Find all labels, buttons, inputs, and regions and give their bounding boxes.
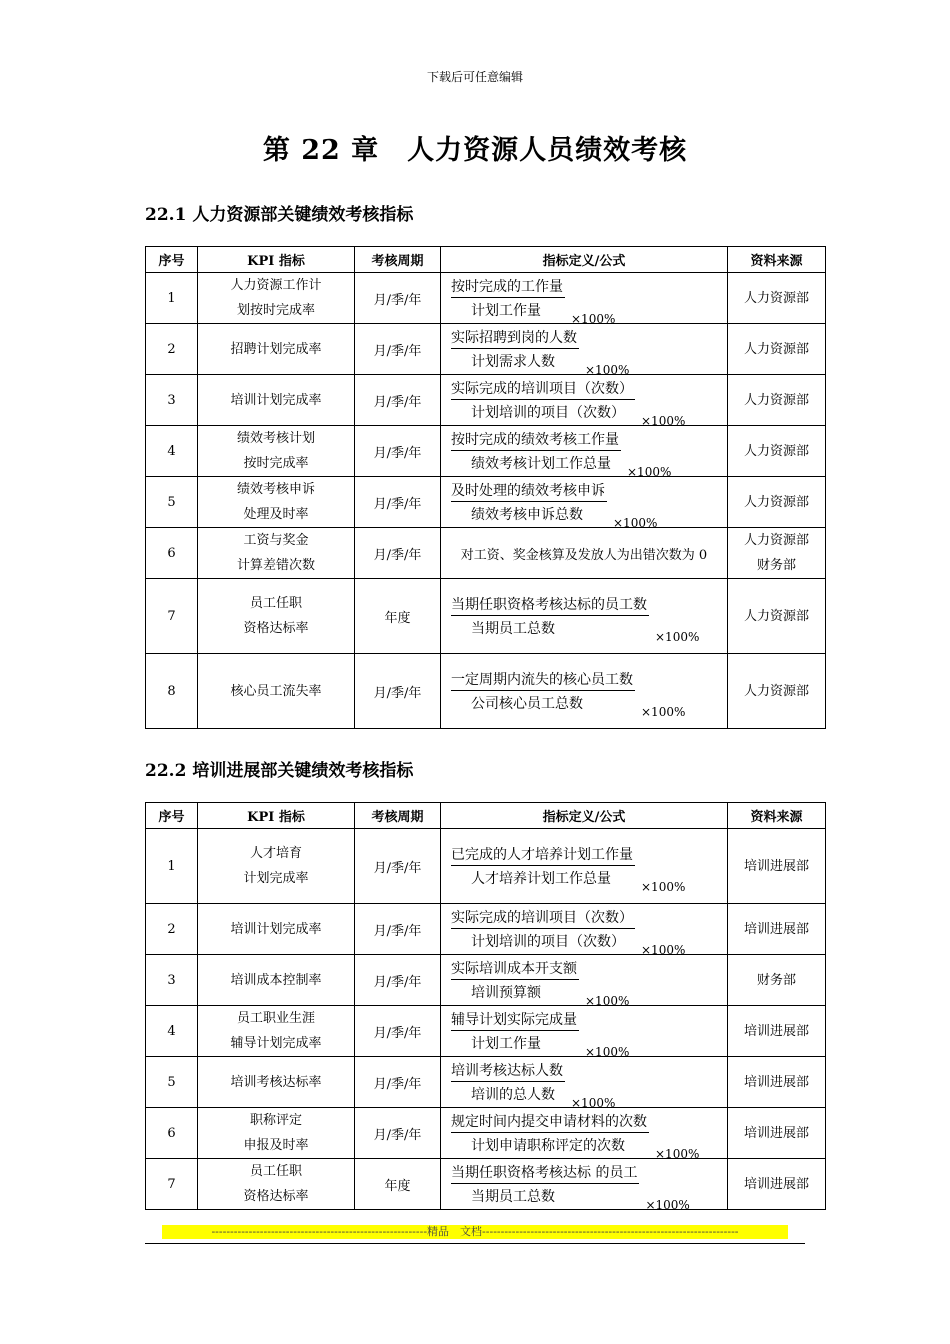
formula-cell <box>441 1006 728 1057</box>
column-header: 资料来源 <box>728 247 826 273</box>
kpi-name-line: 资格达标率 <box>243 1189 309 1204</box>
table-row <box>146 273 826 324</box>
row-number: 6 <box>146 1108 198 1159</box>
kpi-name-line: 员工职业生涯 <box>236 1011 315 1026</box>
table-body <box>146 829 826 1210</box>
data-source <box>728 273 826 324</box>
data-source-line: 培训进展部 <box>743 1176 809 1192</box>
fraction <box>451 844 635 888</box>
kpi-name <box>198 955 355 1006</box>
formula-numerator: 一定周期内流失的核心员工数 <box>451 669 635 691</box>
formula-numerator: 已完成的人才培养计划工作量 <box>451 844 635 866</box>
row-number: 3 <box>146 955 198 1006</box>
data-source <box>728 528 826 579</box>
formula-denominator: 计划需求人数 <box>471 354 555 370</box>
kpi-name-line: 辅导计划完成率 <box>230 1036 322 1051</box>
formula-numerator: 培训考核达标人数 <box>451 1060 565 1082</box>
row-number: 5 <box>146 477 198 528</box>
formula-denominator: 当期员工总数 <box>471 1189 555 1205</box>
fraction <box>451 669 635 713</box>
data-source-line: 培训进展部 <box>743 1074 809 1090</box>
data-source <box>728 654 826 729</box>
formula-numerator: 当期任职资格考核达标 的员工 <box>451 1162 639 1184</box>
formula-denominator: 培训的总人数 <box>471 1087 555 1103</box>
assessment-period: 月/季/年 <box>355 829 441 904</box>
table-row <box>146 654 826 729</box>
row-number: 2 <box>146 324 198 375</box>
assessment-period: 月/季/年 <box>355 654 441 729</box>
assessment-period: 年度 <box>355 1159 441 1210</box>
formula-cell <box>441 579 728 654</box>
kpi-name-line: 计算差错次数 <box>236 558 315 573</box>
fraction <box>451 327 579 371</box>
kpi-name <box>198 829 355 904</box>
data-source-line: 培训进展部 <box>743 858 809 874</box>
kpi-name <box>198 1006 355 1057</box>
formula-percent: ×100% <box>655 1147 700 1161</box>
column-header: 资料来源 <box>728 803 826 829</box>
column-header: 序号 <box>146 803 198 829</box>
formula-numerator: 及时处理的绩效考核申诉 <box>451 480 607 502</box>
fraction <box>451 907 635 951</box>
formula <box>445 669 723 719</box>
kpi-name-line: 培训计划完成率 <box>230 921 322 937</box>
formula-cell <box>441 1057 728 1108</box>
formula-denominator: 计划申请职称评定的次数 <box>471 1138 625 1154</box>
formula-numerator: 实际培训成本开支额 <box>451 958 579 980</box>
formula-numerator: 按时完成的绩效考核工作量 <box>451 429 621 451</box>
table-row <box>146 1159 826 1210</box>
formula <box>445 327 723 377</box>
data-source-line: 人力资源部 <box>743 494 809 510</box>
table-header-row <box>146 247 826 273</box>
column-header: 指标定义/公式 <box>441 247 728 273</box>
kpi-name-line: 绩效考核申诉 <box>236 482 315 497</box>
kpi-name <box>198 1057 355 1108</box>
footer-band: ----------------------------------------------------------精品 文档--------------------------------------------------------------------- <box>162 1225 788 1239</box>
kpi-name-line: 人才培育 <box>249 846 302 861</box>
formula-numerator: 实际完成的培训项目（次数） <box>451 378 635 400</box>
kpi-name <box>198 375 355 426</box>
assessment-period: 月/季/年 <box>355 1108 441 1159</box>
kpi-name-line: 处理及时率 <box>243 507 309 522</box>
section-title-training: 22.2 培训进展部关键绩效考核指标 <box>145 761 414 781</box>
fraction <box>451 1111 649 1155</box>
formula-denominator: 公司核心员工总数 <box>471 696 583 712</box>
data-source-line: 人力资源部 <box>743 341 809 357</box>
formula-percent: ×100% <box>641 414 686 428</box>
assessment-period: 月/季/年 <box>355 955 441 1006</box>
formula-denominator: 计划培训的项目（次数） <box>471 405 625 421</box>
formula-cell <box>441 528 728 579</box>
formula-percent: ×100% <box>571 312 616 326</box>
formula-percent: ×100% <box>655 630 700 644</box>
data-source-line: 人力资源部 <box>743 392 809 408</box>
data-source-line: 人力资源部 <box>743 683 809 699</box>
kpi-name-line: 绩效考核计划 <box>236 431 315 446</box>
table-row <box>146 579 826 654</box>
column-header: 序号 <box>146 247 198 273</box>
assessment-period: 月/季/年 <box>355 1057 441 1108</box>
formula-percent: ×100% <box>645 1198 690 1212</box>
row-number: 1 <box>146 829 198 904</box>
formula-numerator: 实际完成的培训项目（次数） <box>451 907 635 929</box>
formula-cell <box>441 955 728 1006</box>
row-number: 7 <box>146 579 198 654</box>
training-kpi-table <box>145 802 826 1210</box>
assessment-period: 月/季/年 <box>355 324 441 375</box>
formula-denominator: 绩效考核计划工作总量 <box>471 456 611 472</box>
table-body <box>146 273 826 729</box>
kpi-name-line: 员工任职 <box>249 1164 302 1179</box>
data-source-line: 财务部 <box>756 558 796 573</box>
formula-denominator: 绩效考核申诉总数 <box>471 507 583 523</box>
fraction <box>451 1162 639 1206</box>
column-header: KPI 指标 <box>198 803 355 829</box>
formula-numerator: 实际招聘到岗的人数 <box>451 327 579 349</box>
table-row <box>146 1108 826 1159</box>
header-note: 下载后可任意编辑 <box>426 70 523 84</box>
formula-denominator: 当期员工总数 <box>471 621 555 637</box>
hr-kpi-table <box>145 246 826 729</box>
table-row <box>146 375 826 426</box>
fraction <box>451 1009 579 1053</box>
kpi-name-line: 按时完成率 <box>243 456 309 471</box>
data-source <box>728 375 826 426</box>
assessment-period: 月/季/年 <box>355 375 441 426</box>
formula-numerator: 按时完成的工作量 <box>451 276 565 298</box>
row-number: 3 <box>146 375 198 426</box>
formula-percent: ×100% <box>585 1045 630 1059</box>
formula-denominator: 计划培训的项目（次数） <box>471 934 625 950</box>
formula <box>445 480 723 530</box>
formula <box>445 594 723 644</box>
row-number: 4 <box>146 426 198 477</box>
column-header: 考核周期 <box>355 803 441 829</box>
data-source-line: 培训进展部 <box>743 1023 809 1039</box>
row-number: 6 <box>146 528 198 579</box>
data-source-line: 人力资源部 <box>743 608 809 624</box>
formula-cell <box>441 904 728 955</box>
data-source-line: 培训进展部 <box>743 1125 809 1141</box>
table-row <box>146 904 826 955</box>
fraction <box>451 958 579 1002</box>
formula-cell <box>441 654 728 729</box>
formula <box>445 378 723 428</box>
formula-cell <box>441 426 728 477</box>
formula-cell <box>441 273 728 324</box>
formula-percent: ×100% <box>585 363 630 377</box>
data-source <box>728 1159 826 1210</box>
assessment-period: 月/季/年 <box>355 426 441 477</box>
kpi-name <box>198 426 355 477</box>
data-source-line: 人力资源部 <box>743 290 809 306</box>
data-source-line: 财务部 <box>756 972 796 988</box>
assessment-period: 月/季/年 <box>355 904 441 955</box>
kpi-name-line: 划按时完成率 <box>236 303 315 318</box>
kpi-name-line: 申报及时率 <box>243 1138 309 1153</box>
formula-percent: ×100% <box>571 1096 616 1110</box>
data-source <box>728 324 826 375</box>
row-number: 1 <box>146 273 198 324</box>
kpi-name <box>198 904 355 955</box>
formula <box>445 907 723 957</box>
footer-divider <box>145 1243 805 1244</box>
data-source-line: 培训进展部 <box>743 921 809 937</box>
kpi-name <box>198 579 355 654</box>
data-source <box>728 904 826 955</box>
fraction <box>451 480 607 524</box>
formula-numerator: 规定时间内提交申请材料的次数 <box>451 1111 649 1133</box>
formula <box>445 1162 723 1212</box>
formula <box>445 1111 723 1161</box>
table-row <box>146 324 826 375</box>
assessment-period: 月/季/年 <box>355 477 441 528</box>
row-number: 4 <box>146 1006 198 1057</box>
row-number: 5 <box>146 1057 198 1108</box>
data-source-line: 人力资源部 <box>743 533 809 548</box>
formula <box>445 844 723 894</box>
data-source <box>728 829 826 904</box>
kpi-name-line: 核心员工流失率 <box>230 683 322 699</box>
data-source <box>728 1057 826 1108</box>
kpi-name <box>198 528 355 579</box>
kpi-name-line: 员工任职 <box>249 596 302 611</box>
column-header: 指标定义/公式 <box>441 803 728 829</box>
table-header-row <box>146 803 826 829</box>
table-row <box>146 955 826 1006</box>
formula-denominator: 培训预算额 <box>471 985 541 1001</box>
kpi-name <box>198 324 355 375</box>
kpi-name-line: 人力资源工作计 <box>230 278 322 293</box>
formula-percent: ×100% <box>641 880 686 894</box>
formula-percent: ×100% <box>585 994 630 1008</box>
formula-percent: ×100% <box>613 516 658 530</box>
formula-cell <box>441 1108 728 1159</box>
data-source <box>728 1006 826 1057</box>
formula-percent: ×100% <box>627 465 672 479</box>
assessment-period: 月/季/年 <box>355 528 441 579</box>
kpi-name-line: 招聘计划完成率 <box>230 341 322 357</box>
assessment-period: 月/季/年 <box>355 1006 441 1057</box>
formula <box>445 1060 723 1110</box>
kpi-name <box>198 1159 355 1210</box>
kpi-name-line: 职称评定 <box>249 1113 302 1128</box>
data-source <box>728 426 826 477</box>
formula-denominator: 计划工作量 <box>471 303 541 319</box>
formula-denominator: 人才培养计划工作总量 <box>471 871 611 887</box>
assessment-period: 月/季/年 <box>355 273 441 324</box>
fraction <box>451 276 565 320</box>
table-row <box>146 477 826 528</box>
row-number: 2 <box>146 904 198 955</box>
section-title-hr: 22.1 人力资源部关键绩效考核指标 <box>145 205 414 225</box>
formula <box>445 429 723 479</box>
formula-cell <box>441 324 728 375</box>
kpi-name-line: 培训计划完成率 <box>230 392 322 408</box>
data-source-line: 人力资源部 <box>743 443 809 459</box>
kpi-name-line: 培训考核达标率 <box>230 1074 322 1090</box>
formula-numerator: 当期任职资格考核达标的员工数 <box>451 594 649 616</box>
data-source <box>728 1108 826 1159</box>
fraction <box>451 594 649 638</box>
table-row <box>146 1057 826 1108</box>
row-number: 8 <box>146 654 198 729</box>
kpi-name <box>198 273 355 324</box>
column-header: 考核周期 <box>355 247 441 273</box>
formula-cell <box>441 375 728 426</box>
kpi-name <box>198 1108 355 1159</box>
table-row <box>146 829 826 904</box>
formula-percent: ×100% <box>641 943 686 957</box>
formula-cell <box>441 477 728 528</box>
formula-cell <box>441 829 728 904</box>
formula <box>445 1009 723 1059</box>
kpi-name-line: 资格达标率 <box>243 621 309 636</box>
table-row <box>146 528 826 579</box>
assessment-period: 年度 <box>355 579 441 654</box>
table-row <box>146 426 826 477</box>
data-source <box>728 579 826 654</box>
data-source <box>728 955 826 1006</box>
data-source <box>728 477 826 528</box>
fraction <box>451 1060 565 1104</box>
kpi-name-line: 计划完成率 <box>243 871 309 886</box>
kpi-name-line: 工资与奖金 <box>243 533 309 548</box>
formula-cell <box>441 1159 728 1210</box>
formula-numerator: 辅导计划实际完成量 <box>451 1009 579 1031</box>
row-number: 7 <box>146 1159 198 1210</box>
formula-text: 对工资、奖金核算及发放人为出错次数为 0 <box>460 547 708 563</box>
formula <box>445 958 723 1008</box>
formula-percent: ×100% <box>641 705 686 719</box>
kpi-name-line: 培训成本控制率 <box>230 972 322 988</box>
kpi-name <box>198 477 355 528</box>
formula-denominator: 计划工作量 <box>471 1036 541 1052</box>
column-header: KPI 指标 <box>198 247 355 273</box>
kpi-name <box>198 654 355 729</box>
formula <box>445 276 723 326</box>
table-row <box>146 1006 826 1057</box>
fraction <box>451 429 621 473</box>
chapter-title: 第 22 章 人力资源人员绩效考核 <box>262 135 688 166</box>
fraction <box>451 378 635 422</box>
